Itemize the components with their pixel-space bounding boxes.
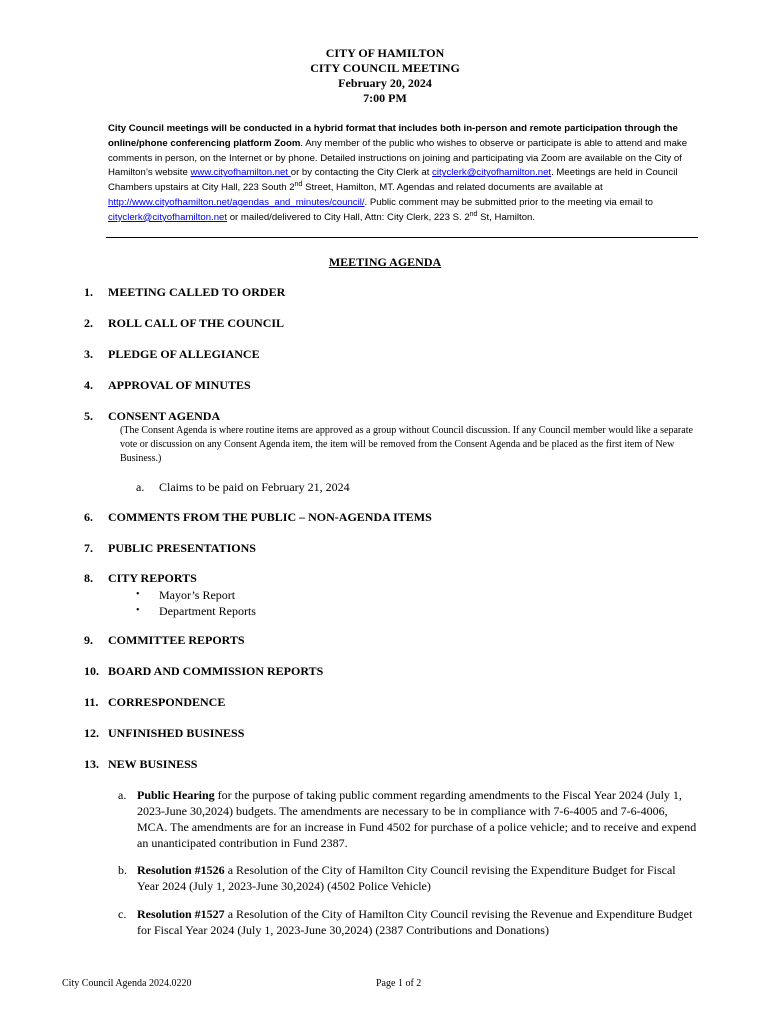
agenda-item-9 [84, 633, 245, 648]
item-label: COMMENTS FROM THE PUBLIC – NON-AGENDA ITEMS [108, 510, 432, 524]
meeting-name: CITY COUNCIL MEETING [310, 61, 460, 75]
notice-text-4: Street, Hamilton, MT. Agendas and related documents are available at [302, 182, 603, 194]
consent-agenda-note: (The Consent Agenda is where routine items are approved as a group without Council discussion. If any Council member would like a separate vote or discussion on any Consent Agenda item, the item will be removed from the Consent Agenda and be placed as the first item of New Business.) [120, 425, 693, 464]
sub-item-body [137, 906, 697, 938]
item-label: BOARD AND COMMISSION REPORTS [108, 664, 324, 678]
sub-item-text: Claims to be paid on February 21, 2024 [159, 480, 350, 494]
notice-intro: City Council meetings will be conducted in a hybrid format that includes both in-person and remote participation through the online/phone conferencing platform Zoom [108, 123, 678, 149]
agenda-item-3 [84, 347, 260, 362]
item-label: PUBLIC PRESENTATIONS [108, 541, 256, 555]
agenda-item-10 [84, 664, 323, 679]
item-number: 6. [84, 510, 93, 524]
clerk-email-link[interactable]: cityclerk@cityofhamilton.net [432, 167, 552, 179]
agenda-item-6 [84, 510, 432, 525]
bullet-icon: • [136, 605, 140, 616]
sub-item-text: a Resolution of the City of Hamilton City Council revising the Expenditure Budget for Fiscal Year 2024 (July 1, 2023-June 30,2024) (4502 Police Vehicle) [137, 863, 676, 893]
notice-text-5: . Public comment may be submitted prior to the meeting via email to [364, 196, 653, 208]
item-number: 10. [84, 664, 99, 678]
website-link[interactable]: www.cityofhamilton.net [190, 167, 291, 179]
notice-sup-1: nd [294, 181, 303, 188]
notice-text-7: St, Hamilton. [477, 211, 536, 223]
divider-line [106, 237, 698, 238]
item-number: 5. [84, 409, 93, 423]
agenda-item-5 [84, 409, 220, 424]
notice-sup-2: nd [469, 210, 478, 218]
item-number: 12. [84, 726, 99, 740]
report-label: Mayor’s Report [159, 588, 236, 602]
notice-text-1: . Any member of the public who wishes to observe or participate is able to attend and make comments in person, on the Internet or by phone. Detailed instructions on joining and participating via Zoom are available on the City of Hamilton’s website [108, 137, 688, 179]
city-name: CITY OF HAMILTON [325, 46, 445, 60]
item-label: CORRESPONDENCE [108, 695, 226, 709]
footer-page-number: Page 1 of 2 [376, 978, 422, 989]
agenda-item-4 [84, 378, 251, 393]
item-number: 2. [84, 316, 93, 330]
clerk-email-link-2[interactable]: cityclerk@cityofhamilton.net [108, 211, 228, 223]
sub-item-letter: a. [136, 480, 145, 494]
notice-text-2: or by contacting the City Clerk at [290, 167, 433, 179]
item-label: APPROVAL OF MINUTES [108, 378, 251, 392]
notice-text-3: . Meetings are held in Council Chambers upstairs at City Hall, 223 South 2 [108, 167, 678, 194]
item-number: 8. [84, 571, 93, 585]
agenda-item-11 [84, 695, 225, 710]
agenda-item-13 [84, 757, 197, 772]
sub-item-heading: Public Hearing [137, 788, 215, 802]
item-label: CITY REPORTS [108, 571, 197, 585]
sub-item-letter: a. [118, 788, 127, 802]
agenda-title: MEETING AGENDA [328, 255, 442, 269]
bullet-icon: • [136, 589, 140, 600]
meeting-date: February 20, 2024 [338, 76, 432, 90]
footer-document-name: City Council Agenda 2024.0220 [62, 978, 192, 989]
sub-item-body [137, 787, 697, 851]
report-label: Department Reports [159, 604, 256, 618]
sub-item-letter: c. [118, 907, 127, 921]
item-label: UNFINISHED BUSINESS [108, 726, 245, 740]
agenda-item-12 [84, 726, 244, 741]
agenda-item-2 [84, 316, 284, 331]
item-number: 1. [84, 285, 93, 299]
item-label: MEETING CALLED TO ORDER [108, 285, 286, 299]
agenda-item-8 [84, 571, 197, 586]
notice-text-6: or mailed/delivered to City Hall, Attn: City Clerk, 223 S. 2 [227, 211, 470, 223]
agenda-item-1 [84, 285, 285, 300]
item-number: 13. [84, 757, 99, 771]
sub-item-text: a Resolution of the City of Hamilton City Council revising the Revenue and Expenditure Budget for Fiscal Year 2024 (July 1, 2023-June 30,2024) (2387 Contributions and Donations) [137, 907, 693, 937]
sub-item-letter: b. [118, 863, 127, 877]
sub-item-heading: Resolution #1526 [137, 863, 225, 877]
item-label: PLEDGE OF ALLEGIANCE [108, 347, 260, 361]
sub-item-body [137, 862, 697, 894]
hybrid-meeting-notice [108, 122, 698, 226]
document-header [0, 46, 770, 106]
item-number: 4. [84, 378, 93, 392]
sub-item-text: for the purpose of taking public comment regarding amendments to the Fiscal Year 2024 (July 1, 2023-June 30,2024) budgets. The amendments are necessary to be in compliance with 7-6-4005 and 7-6-4006, MCA. The amendments are for an increase in Fund 4502 for purchase of a police vehicle; and to receive and expend an unanticipated contribution in Fund 2387. [137, 788, 697, 850]
meeting-time: 7:00 PM [363, 91, 407, 105]
item-label: COMMITTEE REPORTS [108, 633, 245, 647]
agenda-item-7 [84, 541, 256, 556]
item-number: 3. [84, 347, 93, 361]
sub-item-heading: Resolution #1527 [137, 907, 225, 921]
item-label: NEW BUSINESS [108, 757, 198, 771]
item-label: ROLL CALL OF THE COUNCIL [108, 316, 285, 330]
item-number: 11. [84, 695, 99, 709]
item-number: 9. [84, 633, 93, 647]
agendas-link[interactable]: http://www.cityofhamilton.net/agendas_and_minutes/council/ [108, 196, 365, 208]
item-label: CONSENT AGENDA [108, 409, 221, 423]
item-number: 7. [84, 541, 93, 555]
